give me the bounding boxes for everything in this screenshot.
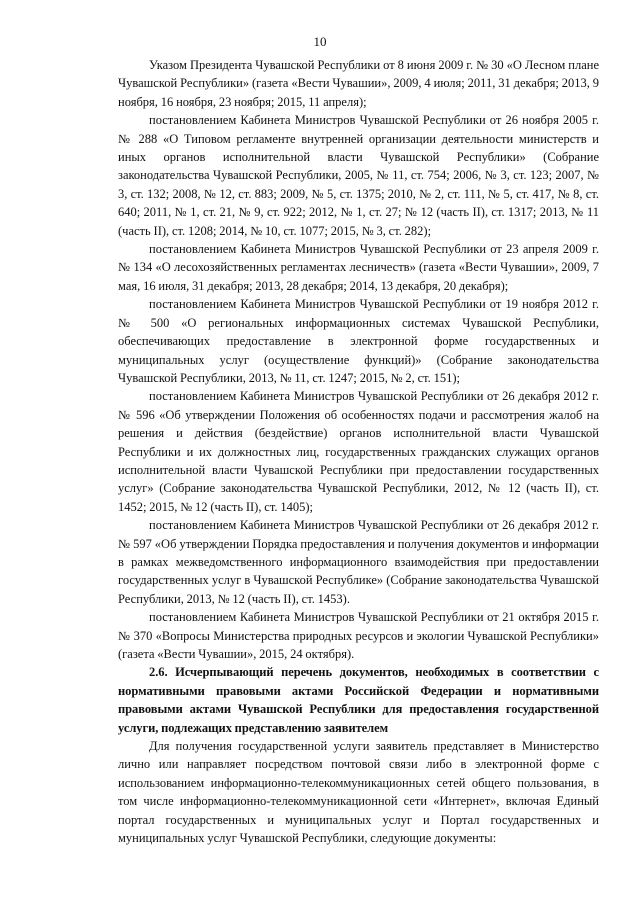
section-heading-2-6: 2.6. Исчерпывающий перечень документов, необходимых в соответствии с нормативными правовыми актами Российской Федерации и нормативными правовыми актами Чувашской Республики для предоставления государственной услуги, подлежащих представлению заявителем — [118, 665, 599, 735]
paragraph-resolution-288: постановлением Кабинета Министров Чувашской Республики от 26 ноября 2005 г. № 288 «О Типовом регламенте внутренней организации деятельности министерств и иных органов исполнительной власти Чувашской Республики» (Собрание законодательства Чувашской Республики, 2005, № 11, ст. 754; 2006, № 3, ст. 123; 2007, № 3, ст. 132; 2008, № 12, ст. 883; 2009, № 5, ст. 1375; 2010, № 2, ст. 111, № 5, ст. 417, № 8, ст. 640; 2011, № 1, ст. 21, № 9, ст. 922; 2012, № 1, ст. 27; № 12 (часть II), ст. 1317; 2013, № 11 (часть II), ст. 1208; 2014, № 10, ст. 1077; 2015, № 3, ст. 282); — [118, 113, 599, 238]
paragraph-resolution-597: постановлением Кабинета Министров Чувашской Республики от 26 декабря 2012 г. № 597 «Об утверждении Порядка предоставления и получения документов и информации в рамках межведомственного информационного взаимодействия при предоставлении государственных услуг в Чувашской Республике» (Собрание законодательства Чувашской Республики, 2013, № 12 (часть II), ст. 1453). — [118, 518, 599, 606]
paragraph-decree-president: Указом Президента Чувашской Республики от 8 июня 2009 г. № 30 «О Лесном плане Чувашской Республики» (газета «Вести Чувашии», 2009, 4 июля; 2011, 31 декабря; 2013, 9 ноября, 16 ноября, 23 ноября; 2015, 11 апреля); — [118, 58, 599, 109]
paragraph-resolution-370: постановлением Кабинета Министров Чувашской Республики от 21 октября 2015 г. № 370 «Вопросы Министерства природных ресурсов и экологии Чувашской Республики» (газета «Вести Чувашии», 2015, 24 октября). — [118, 610, 599, 661]
page-number: 10 — [313, 34, 327, 49]
document-body — [118, 56, 599, 847]
paragraph-resolution-500: постановлением Кабинета Министров Чувашской Республики от 19 ноября 2012 г. № 500 «О региональных информационных системах Чувашской Республики, обеспечивающих предоставление в электронной форме государственных и муниципальных услуг (осуществление функций)» (Собрание законодательства Чувашской Республики, 2013, № 11, ст. 1247; 2015, № 2, ст. 151); — [118, 297, 599, 385]
paragraph-resolution-134: постановлением Кабинета Министров Чувашской Республики от 23 апреля 2009 г. № 134 «О лесохозяйственных регламентах лесничеств» (газета «Вести Чувашии», 2009, 7 мая, 16 июля, 31 декабря; 2013, 28 декабря; 2014, 13 декабря, 20 декабря); — [118, 242, 599, 293]
paragraph-documents-list-intro: Для получения государственной услуги заявитель представляет в Министерство лично или направляет посредством почтовой связи либо в электронной форме с использованием информационно-телекоммуникационных сетей общего пользования, в том числе информационно-телекоммуникационной сети «Интернет», включая Единый портал государственных и муниципальных услуг и Портал государственных и муниципальных услуг Чувашской Республики, следующие документы: — [118, 739, 599, 846]
paragraph-resolution-596: постановлением Кабинета Министров Чувашской Республики от 26 декабря 2012 г. № 596 «Об утверждении Положения об особенностях подачи и рассмотрения жалоб на решения и действия (бездействие) органов исполнительной власти Чувашской Республики и их должностных лиц, государственных гражданских служащих органов исполнительной власти Чувашской Республики при предоставлении государственных услуг» (Собрание законодательства Чувашской Республики, 2012, № 12 (часть II), ст. 1452; 2015, № 12 (часть II), ст. 1405); — [118, 389, 599, 514]
